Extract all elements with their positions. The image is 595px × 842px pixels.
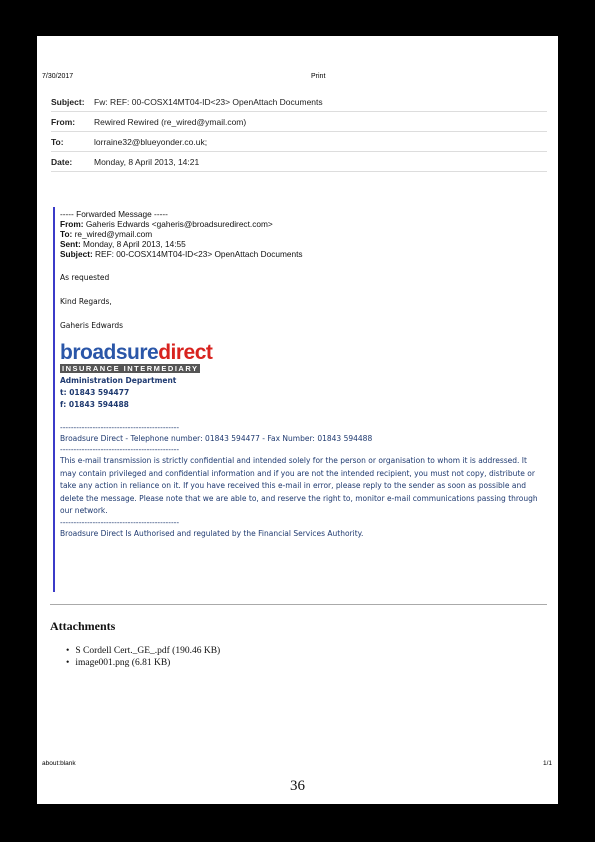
meta-to: [51, 132, 547, 152]
body-line: As requested: [60, 273, 110, 282]
separator: [50, 604, 547, 605]
logo-part2: direct: [158, 341, 213, 364]
fw-sent: Sent: Monday, 8 April 2013, 14:55: [60, 239, 186, 249]
logo-subtitle: INSURANCE INTERMEDIARY: [62, 364, 199, 373]
sig-dept: Administration Department: [60, 376, 177, 385]
print-title: Print: [311, 73, 326, 80]
sig-fax: f: 01843 594488: [60, 400, 129, 409]
divider: --------------------------------------------: [60, 423, 180, 432]
attachments-list: [66, 645, 220, 669]
meta-label: To:: [51, 136, 64, 147]
forwarded-message: [53, 207, 547, 592]
email-meta: [51, 92, 547, 172]
meta-date: [51, 152, 547, 172]
print-date: 7/30/2017: [42, 73, 74, 80]
forwarded-heading: ----- Forwarded Message -----: [60, 209, 168, 219]
broadsure-logo: [60, 343, 540, 373]
footer-url: about:blank: [42, 760, 76, 767]
footer-page-count: 1/1: [542, 760, 552, 767]
divider: --------------------------------------------: [60, 517, 180, 527]
fw-subject: Subject: REF: 00-COSX14MT04-ID<23> OpenAttach Documents: [60, 249, 303, 259]
body-line: Gaheris Edwards: [60, 321, 124, 330]
meta-from: [51, 112, 547, 132]
meta-label: Subject:: [51, 96, 85, 107]
meta-value: Monday, 8 April 2013, 14:21: [94, 156, 200, 167]
meta-label: Date:: [51, 156, 73, 167]
disclaimer: This e-mail transmission is strictly confidential and intended solely for the person or organisation to whom it is addressed. It may contain privileged and confidential information and if you are not the intended recipient, you must not copy, distribute or take any action in reliance on it. If you have received this e-mail in error, please reply to the sender as soon as possible and delete the message. Please note that we are able to, and reserve the right to, monitor e-mail communications passing through our network.: [60, 456, 538, 515]
meta-label: From:: [51, 116, 76, 127]
attachments-title: Attachments: [50, 619, 116, 633]
page-number: 36: [290, 778, 305, 794]
meta-value: Rewired Rewired (re_wired@ymail.com): [94, 116, 247, 127]
fw-from: From: Gaheris Edwards <gaheris@broadsuredirect.com>: [60, 219, 273, 229]
attachment-link[interactable]: • S Cordell Cert._GE_.pdf (190.46 KB): [66, 645, 220, 657]
meta-value: Fw: REF: 00-COSX14MT04-ID<23> OpenAttach Documents: [94, 96, 323, 107]
sig-tel: t: 01843 594477: [60, 388, 130, 397]
sig-phone-line: Broadsure Direct - Telephone number: 01843 594477 - Fax Number: 01843 594488: [60, 434, 373, 443]
meta-subject: [51, 92, 547, 112]
attachment-link[interactable]: • image001.png (6.81 KB): [66, 657, 220, 669]
fsa-line: Broadsure Direct Is Authorised and regulated by the Financial Services Authority.: [60, 528, 364, 538]
logo-part1: broadsure: [60, 341, 159, 364]
document-page: [37, 36, 558, 804]
meta-value: lorraine32@blueyonder.co.uk;: [94, 136, 208, 147]
divider: --------------------------------------------: [60, 445, 180, 454]
fw-to: To: re_wired@ymail.com: [60, 229, 153, 239]
body-line: Kind Regards,: [60, 297, 112, 306]
forwarded-content: [60, 209, 540, 540]
quote-bar: [53, 207, 55, 592]
